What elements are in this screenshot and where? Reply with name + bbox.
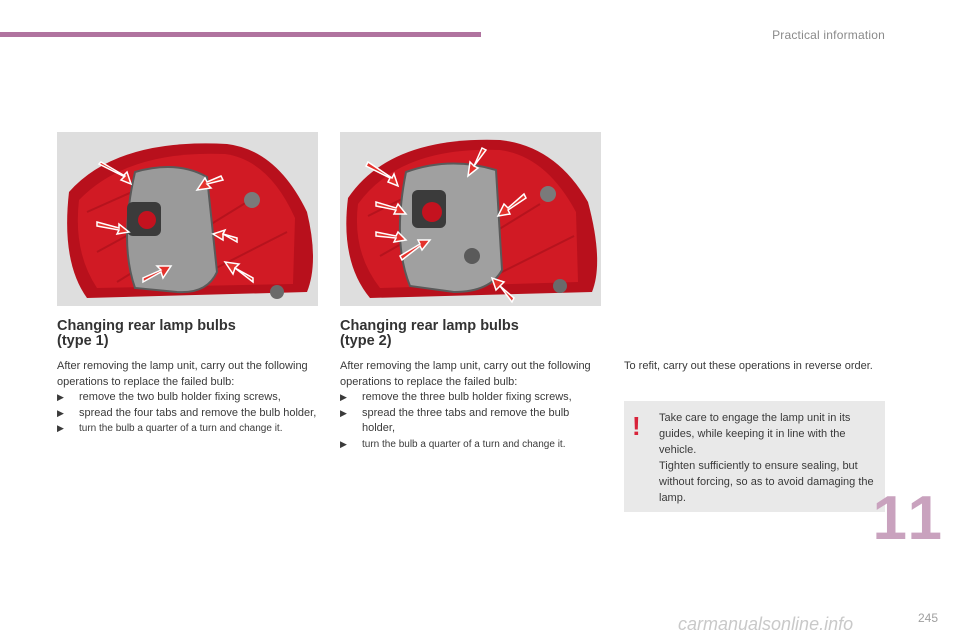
refit-note: To refit, carry out these operations in reverse order. — [624, 360, 873, 372]
title-type-1-line1: Changing rear lamp bulbs — [57, 318, 236, 334]
bullet-icon: ▶ — [57, 392, 64, 402]
title-type-2 — [340, 319, 519, 349]
step-item: ▶ spread the four tabs and remove the bulb holder, — [57, 406, 319, 422]
page-number: 245 — [917, 611, 938, 625]
step-item: ▶ remove the two bulb holder fixing screws, — [57, 390, 319, 406]
figure-type-1-lamp — [57, 132, 318, 306]
step-item: ▶ turn the bulb a quarter of a turn and change it. — [340, 437, 602, 453]
title-type-1-line2: (type 1) — [57, 333, 109, 349]
steps-type-2 — [340, 390, 602, 452]
bullet-icon: ▶ — [340, 438, 347, 449]
step-item: ▶ remove the three bulb holder fixing screws, — [340, 390, 602, 406]
figure-type-2-lamp — [340, 132, 601, 306]
warning-text-2: Tighten sufficiently to ensure sealing, but without forcing, so as to avoid damaging the lamp. — [659, 460, 874, 504]
bullet-icon: ▶ — [57, 407, 64, 418]
title-type-2-line2: (type 2) — [340, 333, 392, 349]
chapter-number: 11 — [872, 484, 946, 553]
steps-type-1 — [57, 390, 319, 437]
top-accent-bar — [0, 32, 481, 37]
intro-type-1: After removing the lamp unit, carry out the following operations to replace the failed bulb: — [57, 360, 308, 388]
title-type-2-line1: Changing rear lamp bulbs — [340, 318, 519, 334]
bullet-icon: ▶ — [340, 407, 347, 418]
title-type-1 — [57, 319, 236, 349]
bullet-icon: ▶ — [57, 423, 64, 433]
exclamation-icon: ! — [632, 411, 641, 441]
lamp-illustration-type-2 — [340, 132, 601, 306]
warning-box — [624, 401, 885, 512]
section-title: Practical information — [772, 28, 885, 42]
instructions-type-1 — [57, 359, 319, 437]
warning-text — [659, 410, 875, 506]
step-item: ▶ spread the three tabs and remove the bulb holder, — [340, 406, 570, 434]
instructions-type-2 — [340, 359, 602, 452]
intro-type-2: After removing the lamp unit, carry out the following operations to replace the failed bulb: — [340, 360, 591, 388]
bullet-icon: ▶ — [340, 392, 347, 402]
step-item: ▶ turn the bulb a quarter of a turn and change it. — [57, 421, 319, 437]
watermark: carmanualsonline.info — [678, 614, 854, 634]
warning-text-1: Take care to engage the lamp unit in its guides, while keeping it in line with the vehicle. — [659, 412, 851, 456]
lamp-illustration-type-1 — [57, 132, 318, 306]
